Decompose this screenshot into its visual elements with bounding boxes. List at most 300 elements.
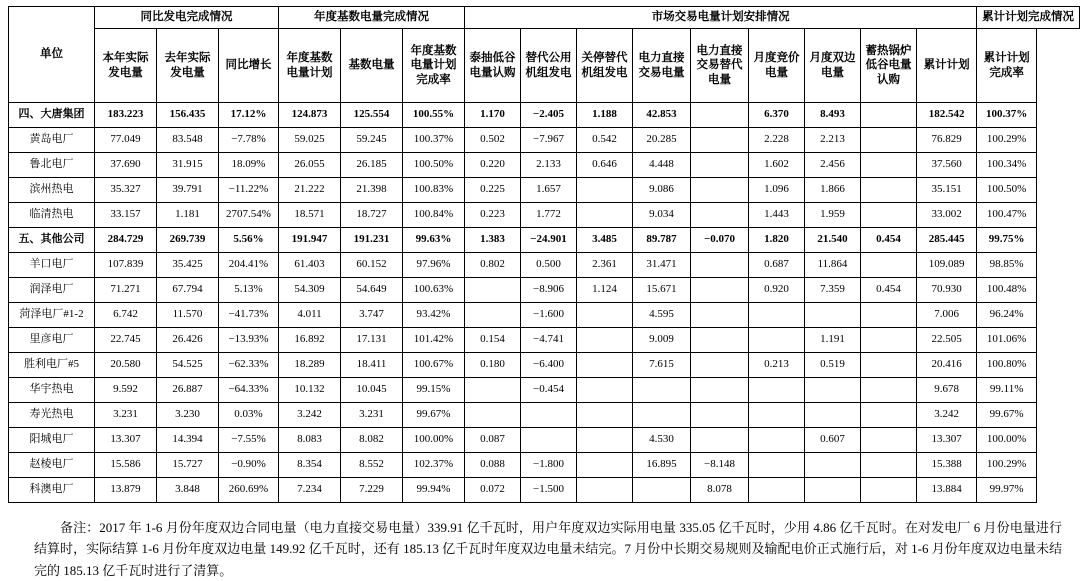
cell-value xyxy=(691,328,749,353)
cell-value: 37.690 xyxy=(95,153,157,178)
cell-value: 285.445 xyxy=(917,228,977,253)
cell-value xyxy=(465,278,521,303)
cell-value: 0.519 xyxy=(805,353,861,378)
table-row xyxy=(9,478,1080,503)
cell-value: 3.485 xyxy=(577,228,633,253)
cell-value: 89.787 xyxy=(633,228,691,253)
cell-value: 13.307 xyxy=(917,428,977,453)
row-unit-label: 寿光热电 xyxy=(9,403,95,428)
cell-value: 59.025 xyxy=(279,128,341,153)
cell-value: 76.829 xyxy=(917,128,977,153)
table-row xyxy=(9,278,1080,303)
table-row xyxy=(9,353,1080,378)
header-annual-base-plan: 年度基数电量计划 xyxy=(279,29,341,103)
cell-value: −0.90% xyxy=(219,453,279,478)
cell-value: 59.245 xyxy=(341,128,403,153)
cell-value xyxy=(805,303,861,328)
cell-value: 269.739 xyxy=(157,228,219,253)
cell-value: 18.289 xyxy=(279,353,341,378)
header-base-volume: 基数电量 xyxy=(341,29,403,103)
cell-value xyxy=(861,403,917,428)
cell-value: 125.554 xyxy=(341,103,403,128)
table-head xyxy=(9,7,1080,103)
cell-value: 8.083 xyxy=(279,428,341,453)
cell-value: 99.11% xyxy=(977,378,1037,403)
cell-value: 7.615 xyxy=(633,353,691,378)
cell-value: 0.454 xyxy=(861,278,917,303)
cell-value: 35.425 xyxy=(157,253,219,278)
cell-value xyxy=(861,253,917,278)
cell-value: 1.443 xyxy=(749,203,805,228)
cell-value xyxy=(861,328,917,353)
cell-value: 1.181 xyxy=(157,203,219,228)
cell-value: 100.00% xyxy=(977,428,1037,453)
cell-value: 42.853 xyxy=(633,103,691,128)
cell-value: 4.448 xyxy=(633,153,691,178)
table-row xyxy=(9,128,1080,153)
cell-value: 99.94% xyxy=(403,478,465,503)
cell-value: 0.500 xyxy=(521,253,577,278)
cell-value: −1.500 xyxy=(521,478,577,503)
table-row xyxy=(9,153,1080,178)
cell-value xyxy=(465,303,521,328)
header-shutdown-substitute: 关停替代机组发电 xyxy=(577,29,633,103)
table-row xyxy=(9,303,1080,328)
cell-value: 15.671 xyxy=(633,278,691,303)
cell-value: −41.73% xyxy=(219,303,279,328)
cell-value: 11.864 xyxy=(805,253,861,278)
cell-value: 0.088 xyxy=(465,453,521,478)
cell-value: 2.213 xyxy=(805,128,861,153)
cell-value: 98.85% xyxy=(977,253,1037,278)
cell-value: 15.388 xyxy=(917,453,977,478)
cell-value: 8.493 xyxy=(805,103,861,128)
cell-value: 0.180 xyxy=(465,353,521,378)
cell-value: 13.307 xyxy=(95,428,157,453)
cell-value: 2.456 xyxy=(805,153,861,178)
cell-value: 18.09% xyxy=(219,153,279,178)
cell-value: 17.12% xyxy=(219,103,279,128)
table-row xyxy=(9,428,1080,453)
header-actual-last-year: 去年实际发电量 xyxy=(157,29,219,103)
cell-value: −24.901 xyxy=(521,228,577,253)
cell-value: 67.794 xyxy=(157,278,219,303)
cell-value: 100.83% xyxy=(403,178,465,203)
cell-value: 100.00% xyxy=(403,428,465,453)
cell-value: 60.152 xyxy=(341,253,403,278)
cell-value: 35.327 xyxy=(95,178,157,203)
cell-value: 18.571 xyxy=(279,203,341,228)
cell-value: 17.131 xyxy=(341,328,403,353)
cell-value xyxy=(805,478,861,503)
cell-value: 99.97% xyxy=(977,478,1037,503)
cell-value: 14.394 xyxy=(157,428,219,453)
table-row xyxy=(9,453,1080,478)
cell-value: 99.15% xyxy=(403,378,465,403)
cell-value: 8.082 xyxy=(341,428,403,453)
cell-value: 8.552 xyxy=(341,453,403,478)
cell-value: 284.729 xyxy=(95,228,157,253)
cell-value: 101.42% xyxy=(403,328,465,353)
cell-value: 0.220 xyxy=(465,153,521,178)
row-unit-label: 五、其他公司 xyxy=(9,228,95,253)
cell-value: 191.947 xyxy=(279,228,341,253)
cell-value xyxy=(577,453,633,478)
cell-value: 9.034 xyxy=(633,203,691,228)
cell-value xyxy=(749,328,805,353)
cell-value: −2.405 xyxy=(521,103,577,128)
cell-value xyxy=(691,278,749,303)
cell-value: 20.416 xyxy=(917,353,977,378)
cell-value: 100.50% xyxy=(977,178,1037,203)
cell-value: 182.542 xyxy=(917,103,977,128)
cell-value xyxy=(861,428,917,453)
cell-value: 4.530 xyxy=(633,428,691,453)
cell-value: 6.370 xyxy=(749,103,805,128)
cell-value: 22.745 xyxy=(95,328,157,353)
cell-value: 9.009 xyxy=(633,328,691,353)
cell-value: 5.56% xyxy=(219,228,279,253)
cell-value: −64.33% xyxy=(219,378,279,403)
cell-value xyxy=(633,403,691,428)
cell-value xyxy=(633,478,691,503)
cell-value xyxy=(691,428,749,453)
cell-value: 93.42% xyxy=(403,303,465,328)
row-unit-label: 滨州热电 xyxy=(9,178,95,203)
cell-value xyxy=(465,378,521,403)
cell-value xyxy=(577,378,633,403)
cell-value xyxy=(633,378,691,403)
cell-value: 1.959 xyxy=(805,203,861,228)
table-row xyxy=(9,178,1080,203)
table-row xyxy=(9,378,1080,403)
cell-value: 6.742 xyxy=(95,303,157,328)
cell-value xyxy=(691,128,749,153)
cell-value xyxy=(691,153,749,178)
header-monthly-bidding: 月度竞价电量 xyxy=(749,29,805,103)
cell-value: 99.67% xyxy=(977,403,1037,428)
cell-value: 26.426 xyxy=(157,328,219,353)
cell-value xyxy=(861,303,917,328)
cell-value xyxy=(577,303,633,328)
cell-value: 22.505 xyxy=(917,328,977,353)
cell-value xyxy=(861,178,917,203)
cell-value: −1.600 xyxy=(521,303,577,328)
cell-value: 1.170 xyxy=(465,103,521,128)
cell-value: 260.69% xyxy=(219,478,279,503)
cell-value: 54.309 xyxy=(279,278,341,303)
cell-value: −6.400 xyxy=(521,353,577,378)
cell-value: 16.892 xyxy=(279,328,341,353)
header-group-cumulative: 累计计划完成情况 xyxy=(977,7,1080,29)
cell-value xyxy=(577,478,633,503)
footnote-text: 备注：2017 年 1-6 月份年度双边合同电量（电力直接交易电量）339.91 亿千瓦时，用户年度双边实际用电量 335.05 亿千瓦时，少用 4.86 亿千瓦时。在对发电厂 6 月份电量进行结算时，实际结算 1-6 月份年度双边电量 149.92 亿千瓦时，还有 185.13 亿千瓦时年度双边电量未结完。7 月份中长期交易规则及输配电价正式施行后，对 1-6 月份年度双边电量未结完的 185.13 亿千瓦时进行了清算。 xyxy=(34,520,1062,578)
cell-value: 4.595 xyxy=(633,303,691,328)
cell-value: 9.592 xyxy=(95,378,157,403)
cell-value: 100.47% xyxy=(977,203,1037,228)
cell-value: 99.75% xyxy=(977,228,1037,253)
cell-value xyxy=(577,203,633,228)
header-heat-storage-valley: 蓄热锅炉低谷电量认购 xyxy=(861,29,917,103)
cell-value: 33.002 xyxy=(917,203,977,228)
cell-value: −0.454 xyxy=(521,378,577,403)
cell-value: 1.866 xyxy=(805,178,861,203)
cell-value: 100.55% xyxy=(403,103,465,128)
cell-value: −7.967 xyxy=(521,128,577,153)
cell-value: 100.80% xyxy=(977,353,1037,378)
row-unit-label: 临清热电 xyxy=(9,203,95,228)
cell-value: 26.185 xyxy=(341,153,403,178)
cell-value xyxy=(691,203,749,228)
table-row xyxy=(9,403,1080,428)
cell-value xyxy=(577,353,633,378)
row-unit-label: 华宇热电 xyxy=(9,378,95,403)
cell-value: 1.188 xyxy=(577,103,633,128)
cell-value: 71.271 xyxy=(95,278,157,303)
cell-value: 2707.54% xyxy=(219,203,279,228)
header-direct-trade: 电力直接交易电量 xyxy=(633,29,691,103)
cell-value: −0.070 xyxy=(691,228,749,253)
cell-value: 3.747 xyxy=(341,303,403,328)
cell-value: 1.383 xyxy=(465,228,521,253)
cell-value xyxy=(521,428,577,453)
row-unit-label: 胜利电厂#5 xyxy=(9,353,95,378)
cell-value: 1.124 xyxy=(577,278,633,303)
cell-value xyxy=(691,353,749,378)
cell-value: 99.63% xyxy=(403,228,465,253)
cell-value xyxy=(805,453,861,478)
cell-value: 0.03% xyxy=(219,403,279,428)
cell-value: 18.411 xyxy=(341,353,403,378)
table-row xyxy=(9,103,1080,128)
header-substitute-public: 替代公用机组发电 xyxy=(521,29,577,103)
row-unit-label: 鲁北电厂 xyxy=(9,153,95,178)
cell-value: 3.230 xyxy=(157,403,219,428)
cell-value xyxy=(861,203,917,228)
cell-value: 20.285 xyxy=(633,128,691,153)
cell-value: 26.055 xyxy=(279,153,341,178)
cell-value: 1.772 xyxy=(521,203,577,228)
cell-value: 191.231 xyxy=(341,228,403,253)
cell-value: 100.84% xyxy=(403,203,465,228)
cell-value: −8.148 xyxy=(691,453,749,478)
cell-value: 37.560 xyxy=(917,153,977,178)
cell-value: 0.154 xyxy=(465,328,521,353)
cell-value: 204.41% xyxy=(219,253,279,278)
cell-value xyxy=(691,178,749,203)
cell-value: 10.132 xyxy=(279,378,341,403)
cell-value xyxy=(577,403,633,428)
cell-value xyxy=(749,453,805,478)
cell-value: 77.049 xyxy=(95,128,157,153)
cell-value: 100.37% xyxy=(977,103,1037,128)
header-cumulative-rate: 累计计划完成率 xyxy=(977,29,1037,103)
cell-value: 0.454 xyxy=(861,228,917,253)
cell-value: 13.884 xyxy=(917,478,977,503)
cell-value: 99.67% xyxy=(403,403,465,428)
cell-value: 31.915 xyxy=(157,153,219,178)
cell-value: 100.29% xyxy=(977,128,1037,153)
cell-value: 1.820 xyxy=(749,228,805,253)
cell-value: 102.37% xyxy=(403,453,465,478)
header-direct-trade-substitute: 电力直接交易替代电量 xyxy=(691,29,749,103)
cell-value: 54.525 xyxy=(157,353,219,378)
cell-value: 21.398 xyxy=(341,178,403,203)
cell-value: 0.646 xyxy=(577,153,633,178)
cell-value: −11.22% xyxy=(219,178,279,203)
cell-value: 3.231 xyxy=(341,403,403,428)
cell-value xyxy=(749,403,805,428)
row-unit-label: 黄岛电厂 xyxy=(9,128,95,153)
header-taichou-valley: 泰抽低谷电量认购 xyxy=(465,29,521,103)
cell-value: 100.29% xyxy=(977,453,1037,478)
cell-value xyxy=(749,428,805,453)
cell-value xyxy=(805,378,861,403)
cell-value xyxy=(861,103,917,128)
cell-value: 7.359 xyxy=(805,278,861,303)
cell-value: 0.542 xyxy=(577,128,633,153)
cell-value xyxy=(861,378,917,403)
cell-value: 31.471 xyxy=(633,253,691,278)
cell-value: 1.602 xyxy=(749,153,805,178)
cell-value xyxy=(577,428,633,453)
row-unit-label: 润泽电厂 xyxy=(9,278,95,303)
cell-value: 3.242 xyxy=(279,403,341,428)
cell-value: 3.242 xyxy=(917,403,977,428)
cell-value: −1.800 xyxy=(521,453,577,478)
header-monthly-bilateral: 月度双边电量 xyxy=(805,29,861,103)
cell-value: 0.920 xyxy=(749,278,805,303)
cell-value xyxy=(749,303,805,328)
cell-value xyxy=(577,328,633,353)
header-cumulative-plan: 累计计划 xyxy=(917,29,977,103)
cell-value xyxy=(805,403,861,428)
cell-value: 8.354 xyxy=(279,453,341,478)
cell-value: 11.570 xyxy=(157,303,219,328)
row-unit-label: 四、大唐集团 xyxy=(9,103,95,128)
cell-value: 4.011 xyxy=(279,303,341,328)
cell-value: 0.687 xyxy=(749,253,805,278)
row-unit-label: 科澳电厂 xyxy=(9,478,95,503)
cell-value: 8.078 xyxy=(691,478,749,503)
cell-value xyxy=(861,128,917,153)
cell-value xyxy=(691,403,749,428)
table-row xyxy=(9,328,1080,353)
cell-value: −8.906 xyxy=(521,278,577,303)
cell-value: 2.228 xyxy=(749,128,805,153)
table-body xyxy=(9,103,1080,503)
cell-value: 100.67% xyxy=(403,353,465,378)
cell-value: −7.78% xyxy=(219,128,279,153)
cell-value xyxy=(691,303,749,328)
cell-value xyxy=(521,403,577,428)
cell-value: 107.839 xyxy=(95,253,157,278)
cell-value xyxy=(749,478,805,503)
cell-value: −7.55% xyxy=(219,428,279,453)
cell-value: 15.727 xyxy=(157,453,219,478)
cell-value xyxy=(861,153,917,178)
header-group-yoy: 同比发电完成情况 xyxy=(95,7,279,29)
cell-value: 2.133 xyxy=(521,153,577,178)
cell-value: 124.873 xyxy=(279,103,341,128)
cell-value xyxy=(691,378,749,403)
cell-value: 100.48% xyxy=(977,278,1037,303)
cell-value: 0.802 xyxy=(465,253,521,278)
cell-value: 1.657 xyxy=(521,178,577,203)
table-row xyxy=(9,203,1080,228)
cell-value: 0.502 xyxy=(465,128,521,153)
cell-value: 0.607 xyxy=(805,428,861,453)
cell-value: 21.540 xyxy=(805,228,861,253)
cell-value xyxy=(691,253,749,278)
table-row xyxy=(9,228,1080,253)
row-unit-label: 菏泽电厂#1-2 xyxy=(9,303,95,328)
cell-value xyxy=(749,378,805,403)
cell-value: 39.791 xyxy=(157,178,219,203)
cell-value: 83.548 xyxy=(157,128,219,153)
header-base-completion-rate: 年度基数电量计划完成率 xyxy=(403,29,465,103)
power-generation-table xyxy=(8,6,1080,503)
cell-value: 16.895 xyxy=(633,453,691,478)
cell-value: 0.225 xyxy=(465,178,521,203)
table-row xyxy=(9,253,1080,278)
sub-header-row xyxy=(9,29,1080,103)
cell-value: 0.072 xyxy=(465,478,521,503)
cell-value: 70.930 xyxy=(917,278,977,303)
cell-value: 100.50% xyxy=(403,153,465,178)
cell-value: 100.63% xyxy=(403,278,465,303)
cell-value: 100.37% xyxy=(403,128,465,153)
cell-value: 15.586 xyxy=(95,453,157,478)
cell-value: 18.727 xyxy=(341,203,403,228)
header-yoy-growth: 同比增长 xyxy=(219,29,279,103)
header-unit: 单位 xyxy=(9,7,95,103)
cell-value: 13.879 xyxy=(95,478,157,503)
cell-value: 33.157 xyxy=(95,203,157,228)
cell-value: 7.229 xyxy=(341,478,403,503)
cell-value: 101.06% xyxy=(977,328,1037,353)
cell-value: −62.33% xyxy=(219,353,279,378)
footnote xyxy=(8,517,1080,581)
cell-value: 1.096 xyxy=(749,178,805,203)
header-actual-this-year: 本年实际发电量 xyxy=(95,29,157,103)
cell-value: 54.649 xyxy=(341,278,403,303)
cell-value: 97.96% xyxy=(403,253,465,278)
cell-value: 20.580 xyxy=(95,353,157,378)
cell-value: 7.234 xyxy=(279,478,341,503)
group-header-row xyxy=(9,7,1080,29)
header-group-base: 年度基数电量完成情况 xyxy=(279,7,465,29)
cell-value: 3.231 xyxy=(95,403,157,428)
cell-value xyxy=(577,178,633,203)
cell-value: 9.086 xyxy=(633,178,691,203)
cell-value: 0.223 xyxy=(465,203,521,228)
cell-value: 10.045 xyxy=(341,378,403,403)
cell-value: 0.213 xyxy=(749,353,805,378)
cell-value: 100.34% xyxy=(977,153,1037,178)
cell-value xyxy=(861,453,917,478)
row-unit-label: 羊口电厂 xyxy=(9,253,95,278)
cell-value xyxy=(861,353,917,378)
cell-value: 21.222 xyxy=(279,178,341,203)
cell-value xyxy=(465,403,521,428)
cell-value: 156.435 xyxy=(157,103,219,128)
cell-value: −13.93% xyxy=(219,328,279,353)
row-unit-label: 赵棱电厂 xyxy=(9,453,95,478)
row-unit-label: 里彦电厂 xyxy=(9,328,95,353)
cell-value xyxy=(691,103,749,128)
cell-value: 96.24% xyxy=(977,303,1037,328)
